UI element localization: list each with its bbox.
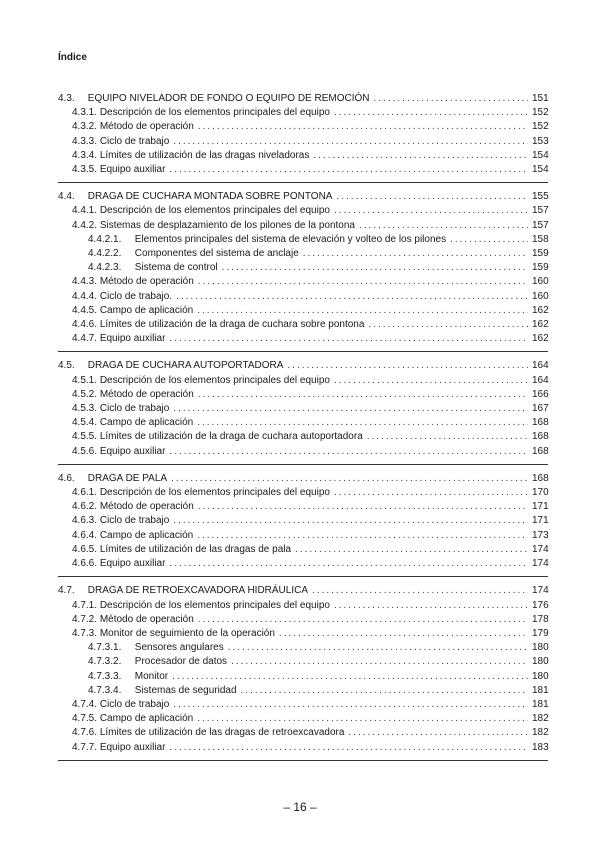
toc-entry-title [88, 247, 299, 261]
toc-entry-text: EQUIPO NIVELADOR DE FONDO O EQUIPO DE REMOCIÓN [87, 93, 370, 104]
toc-entry-number: 4.6.2. [72, 501, 98, 513]
toc-entry-title [72, 514, 169, 528]
toc-entry-number: 4.7.3.3. [88, 670, 122, 682]
toc-entry-text: Equipo auxiliar [99, 333, 166, 345]
toc-entry-page: 155 [532, 191, 549, 203]
toc-entry-page: 167 [532, 403, 549, 415]
toc-entry-page: 181 [532, 698, 549, 710]
dot-leader [231, 655, 528, 669]
toc-entry[interactable] [58, 388, 548, 402]
toc-entry-title [72, 290, 172, 304]
toc-entry-text: Límites de utilización de la draga de cuchara sobre pontona [99, 319, 365, 331]
toc-entry[interactable] [58, 741, 548, 755]
toc-entry-number: 4.4.3. [72, 276, 98, 288]
toc-entry[interactable] [58, 599, 548, 613]
toc-entry-text: Monitor [134, 670, 169, 682]
toc-entry-text: Equipo auxiliar [99, 164, 166, 176]
toc-entry-text: Campo de aplicación [99, 417, 194, 429]
dot-leader [348, 726, 528, 740]
dot-leader [334, 599, 528, 613]
dot-leader [169, 741, 528, 755]
dot-leader [334, 204, 528, 218]
toc-entry-number: 4.4.2. [72, 219, 98, 231]
toc-entry-page: 168 [532, 417, 549, 429]
toc-entry-page: 162 [532, 319, 549, 331]
toc-entry[interactable] [58, 275, 548, 289]
toc-entry-text: Descripción de los elementos principales del equipo [99, 107, 330, 119]
dot-leader [171, 472, 528, 486]
toc-entry-number: 4.4.5. [72, 304, 98, 316]
toc-entry-page: 164 [532, 374, 549, 386]
dot-leader [303, 247, 528, 261]
dot-leader [197, 712, 528, 726]
toc-entry-page: 162 [532, 333, 549, 345]
toc-entry-number: 4.5.3. [72, 403, 98, 415]
toc-entry-title [72, 430, 363, 444]
toc-entry-title [58, 92, 370, 106]
toc-entry-title [72, 543, 291, 557]
dot-leader [359, 219, 528, 233]
toc-entry-title [88, 684, 237, 698]
toc-entry-number: 4.4. [58, 191, 75, 203]
toc-entry-text: Límites de utilización de las dragas niveladoras [99, 149, 310, 161]
dot-leader [197, 416, 528, 430]
toc-entry-title [72, 557, 165, 571]
toc-entry[interactable] [58, 698, 548, 712]
toc-entry-title [72, 698, 169, 712]
toc-entry-title [72, 613, 194, 627]
toc-entry-page: 159 [532, 262, 549, 274]
toc-entry-title [88, 655, 227, 669]
toc-entry[interactable] [58, 233, 548, 247]
toc-entry[interactable] [58, 204, 548, 218]
dot-leader [198, 388, 528, 402]
dot-leader [169, 557, 528, 571]
dot-leader [279, 627, 528, 641]
toc-entry-number: 4.5.1. [72, 374, 98, 386]
toc-entry-title [58, 190, 332, 204]
toc-entry-title [72, 120, 194, 134]
toc-entry-text: Método de operación [99, 121, 194, 133]
dot-leader [176, 290, 528, 304]
dot-leader [173, 402, 528, 416]
toc-entry-title [72, 106, 330, 120]
toc-entry-number: 4.6.3. [72, 515, 98, 527]
dot-leader [222, 261, 528, 275]
dot-leader [198, 120, 528, 134]
toc-entry-page: 154 [532, 149, 549, 161]
toc-entry-page: 182 [532, 713, 549, 725]
toc-entry-title [58, 584, 308, 598]
toc-entry-number: 4.3.5. [72, 164, 98, 176]
table-of-contents [58, 92, 548, 768]
toc-entry-page: 157 [532, 205, 549, 217]
toc-entry-page: 173 [532, 529, 549, 541]
toc-entry-text: Monitor de seguimiento de la operación [99, 627, 275, 639]
toc-entry[interactable] [58, 149, 548, 163]
dot-leader [169, 163, 528, 177]
toc-entry[interactable] [58, 712, 548, 726]
toc-entry-text: DRAGA DE RETROEXCAVADORA HIDRÁULICA [87, 585, 309, 597]
toc-entry-text: Ciclo de trabajo [99, 403, 170, 415]
toc-entry[interactable] [58, 486, 548, 500]
toc-entry-text: Método de operación [99, 501, 194, 513]
toc-entry-number: 4.7. [58, 585, 75, 597]
toc-entry-page: 157 [532, 219, 549, 231]
dot-leader [334, 486, 528, 500]
toc-entry[interactable] [58, 290, 548, 304]
page-number: – 16 – [283, 800, 317, 814]
toc-entry[interactable] [58, 219, 548, 233]
toc-entry-number: 4.6.5. [72, 543, 98, 555]
toc-entry-title [72, 712, 193, 726]
toc-entry-page: 168 [532, 431, 549, 443]
toc-entry-number: 4.3.3. [72, 135, 98, 147]
toc-entry-text: Límites de utilización de las dragas de pala [99, 543, 292, 555]
toc-entry-text: Campo de aplicación [99, 529, 194, 541]
dot-leader [198, 275, 528, 289]
toc-entry-text: Procesador de datos [134, 656, 228, 668]
dot-leader [173, 514, 528, 528]
toc-entry-page: 162 [532, 304, 549, 316]
toc-entry[interactable] [58, 670, 548, 684]
toc-entry-page: 179 [532, 627, 549, 639]
toc-entry-page: 174 [532, 558, 549, 570]
toc-entry-title [72, 486, 330, 500]
dot-leader [374, 92, 529, 106]
toc-entry-title [58, 359, 283, 373]
dot-leader [313, 149, 528, 163]
toc-entry-title [88, 670, 168, 684]
toc-entry-title [72, 402, 169, 416]
toc-entry-number: 4.7.5. [72, 713, 98, 725]
toc-entry-page: 166 [532, 388, 549, 400]
toc-entry-page: 181 [532, 684, 549, 696]
toc-entry-page: 170 [532, 487, 549, 499]
toc-entry-text: DRAGA DE CUCHARA AUTOPORTADORA [87, 360, 284, 372]
toc-entry-title [72, 726, 344, 740]
toc-entry[interactable] [58, 726, 548, 740]
toc-entry-number: 4.7.3.4. [88, 684, 122, 696]
toc-entry-title [72, 416, 193, 430]
toc-entry-text: Descripción de los elementos principales del equipo [99, 205, 330, 217]
toc-entry-number: 4.4.4. [72, 290, 98, 302]
toc-entry-number: 4.5.6. [72, 445, 98, 457]
toc-entry-text: Ciclo de trabajo [99, 515, 170, 527]
toc-entry-title [88, 233, 446, 247]
toc-entry-page: 174 [532, 585, 549, 597]
toc-entry-number: 4.7.3. [72, 627, 98, 639]
toc-entry[interactable] [58, 374, 548, 388]
dot-leader [173, 698, 528, 712]
toc-section [58, 190, 548, 352]
toc-entry[interactable] [58, 584, 548, 598]
toc-entry-title [72, 135, 169, 149]
toc-entry-title [72, 388, 194, 402]
dot-leader [197, 529, 528, 543]
toc-entry[interactable] [58, 430, 548, 444]
toc-entry-text: Sistemas de seguridad [134, 684, 237, 696]
toc-entry-number: 4.4.6. [72, 319, 98, 331]
toc-entry-title [72, 599, 330, 613]
toc-entry-text: Ciclo de trabajo [99, 698, 170, 710]
toc-entry-number: 4.4.2.1. [88, 233, 122, 245]
toc-entry[interactable] [58, 557, 548, 571]
toc-entry[interactable] [58, 261, 548, 275]
dot-leader [336, 190, 528, 204]
toc-entry-page: 180 [532, 670, 549, 682]
toc-entry[interactable] [58, 641, 548, 655]
toc-entry[interactable] [58, 163, 548, 177]
toc-entry-text: Sistema de control [134, 262, 218, 274]
toc-entry[interactable] [58, 135, 548, 149]
toc-entry-number: 4.7.3.1. [88, 642, 122, 654]
toc-entry-page: 168 [532, 445, 549, 457]
toc-entry-title [72, 445, 165, 459]
dot-leader [312, 584, 528, 598]
toc-entry[interactable] [58, 332, 548, 346]
toc-entry[interactable] [58, 684, 548, 698]
toc-entry-page: 152 [532, 121, 549, 133]
toc-entry[interactable] [58, 514, 548, 528]
dot-leader [172, 670, 528, 684]
toc-entry-text: Sensores angulares [134, 642, 224, 654]
toc-entry-title [88, 641, 224, 655]
toc-entry-number: 4.7.2. [72, 613, 98, 625]
toc-entry[interactable] [58, 500, 548, 514]
toc-entry-number: 4.7.4. [72, 698, 98, 710]
toc-entry-text: Descripción de los elementos principales del equipo [99, 599, 330, 611]
toc-entry-text: Método de operación [99, 613, 194, 625]
toc-entry-title [72, 529, 193, 543]
toc-entry[interactable] [58, 247, 548, 261]
toc-entry-number: 4.5.4. [72, 417, 98, 429]
dot-leader [169, 445, 528, 459]
dot-leader [197, 304, 528, 318]
toc-entry-text: Campo de aplicación [99, 304, 194, 316]
toc-entry-title [72, 219, 355, 233]
toc-entry-text: Componentes del sistema de anclaje [134, 248, 299, 260]
dot-leader [334, 374, 528, 388]
toc-entry[interactable] [58, 472, 548, 486]
toc-entry-text: DRAGA DE CUCHARA MONTADA SOBRE PONTONA [87, 191, 333, 203]
toc-entry-page: 182 [532, 727, 549, 739]
toc-section [58, 92, 548, 183]
toc-entry-text: Límites de utilización de la draga de cuchara autoportadora [99, 431, 363, 443]
toc-entry-number: 4.3.4. [72, 149, 98, 161]
toc-entry-page: 180 [532, 642, 549, 654]
toc-entry-text: Descripción de los elementos principales del equipo [99, 374, 330, 386]
toc-entry-page: 159 [532, 248, 549, 260]
toc-entry-text: Campo de aplicación [99, 713, 194, 725]
toc-entry-title [72, 275, 194, 289]
toc-entry-page: 178 [532, 613, 549, 625]
toc-entry[interactable] [58, 655, 548, 669]
toc-entry-page: 164 [532, 360, 549, 372]
toc-entry-number: 4.7.6. [72, 727, 98, 739]
toc-entry[interactable] [58, 402, 548, 416]
dot-leader [241, 684, 528, 698]
toc-entry-number: 4.6.1. [72, 487, 98, 499]
toc-entry-number: 4.5. [58, 360, 75, 372]
toc-section [58, 359, 548, 464]
toc-entry-title [72, 741, 165, 755]
page-header: Índice [58, 52, 87, 63]
toc-entry-text: Sistemas de desplazamiento de los pilones de la pontona [99, 219, 355, 231]
toc-entry-page: 183 [532, 741, 549, 753]
toc-entry-text: Equipo auxiliar [99, 558, 166, 570]
toc-entry-text: Equipo auxiliar [99, 445, 166, 457]
toc-entry-number: 4.6. [58, 472, 75, 484]
toc-entry-title [72, 149, 309, 163]
toc-entry-page: 158 [532, 233, 549, 245]
toc-entry-page: 171 [532, 501, 549, 513]
toc-entry[interactable] [58, 416, 548, 430]
dot-leader [334, 106, 528, 120]
toc-entry-text: Elementos principales del sistema de elevación y volteo de los pilones [134, 233, 447, 245]
toc-entry[interactable] [58, 304, 548, 318]
toc-entry-page: 160 [532, 290, 549, 302]
toc-entry-number: 4.7.1. [72, 599, 98, 611]
toc-entry[interactable] [58, 190, 548, 204]
toc-section [58, 584, 548, 760]
toc-entry-text: Descripción de los elementos principales del equipo [99, 487, 330, 499]
dot-leader [169, 332, 528, 346]
toc-entry-page: 168 [532, 472, 549, 484]
toc-entry-text: DRAGA DE PALA [87, 472, 168, 484]
toc-entry[interactable] [58, 120, 548, 134]
toc-entry[interactable] [58, 92, 548, 106]
toc-entry-text: Ciclo de trabajo [99, 135, 170, 147]
toc-entry-text: Método de operación [99, 388, 194, 400]
toc-entry[interactable] [58, 613, 548, 627]
toc-entry-title [72, 204, 330, 218]
toc-entry-title [72, 304, 193, 318]
toc-entry-title [72, 318, 364, 332]
toc-entry-text: Límites de utilización de las dragas de retroexcavadora [99, 727, 345, 739]
toc-entry-number: 4.3.2. [72, 121, 98, 133]
toc-entry-title [72, 374, 330, 388]
toc-entry[interactable] [58, 543, 548, 557]
toc-entry-number: 4.4.2.3. [88, 262, 122, 274]
toc-entry[interactable] [58, 445, 548, 459]
dot-leader [173, 135, 528, 149]
toc-entry[interactable] [58, 318, 548, 332]
dot-leader [198, 500, 528, 514]
dot-leader [198, 613, 528, 627]
toc-entry-number: 4.3.1. [72, 107, 98, 119]
toc-entry[interactable] [58, 106, 548, 120]
dot-leader [228, 641, 528, 655]
toc-entry-number: 4.5.5. [72, 431, 98, 443]
toc-entry-page: 160 [532, 276, 549, 288]
toc-entry-page: 180 [532, 656, 549, 668]
toc-entry-page: 151 [532, 93, 549, 104]
toc-entry-number: 4.4.7. [72, 333, 98, 345]
toc-entry-number: 4.4.1. [72, 205, 98, 217]
toc-entry-page: 153 [532, 135, 549, 147]
toc-entry-page: 174 [532, 543, 549, 555]
toc-entry-title [88, 261, 218, 275]
toc-entry-title [72, 332, 165, 346]
toc-entry-text: Método de operación [99, 276, 194, 288]
toc-entry-page: 176 [532, 599, 549, 611]
toc-entry-number: 4.4.2.2. [88, 248, 122, 260]
dot-leader [295, 543, 528, 557]
toc-section [58, 472, 548, 577]
dot-leader [450, 233, 528, 247]
toc-entry-number: 4.3. [58, 93, 75, 104]
dot-leader [368, 318, 528, 332]
toc-entry-page: 154 [532, 164, 549, 176]
toc-entry-number: 4.7.3.2. [88, 656, 122, 668]
toc-entry-title [72, 500, 194, 514]
toc-entry-title [72, 163, 165, 177]
toc-entry-number: 4.6.4. [72, 529, 98, 541]
toc-entry-page: 152 [532, 107, 549, 119]
toc-entry-number: 4.6.6. [72, 558, 98, 570]
toc-entry-number: 4.7.7. [72, 741, 98, 753]
toc-entry-text: Ciclo de trabajo. [99, 290, 173, 302]
toc-entry-title [72, 627, 275, 641]
toc-entry[interactable] [58, 359, 548, 373]
toc-entry-text: Equipo auxiliar [99, 741, 166, 753]
toc-entry-title [58, 472, 167, 486]
toc-entry[interactable] [58, 627, 548, 641]
toc-entry-number: 4.5.2. [72, 388, 98, 400]
dot-leader [367, 430, 528, 444]
dot-leader [287, 359, 528, 373]
toc-entry-page: 171 [532, 515, 549, 527]
toc-entry[interactable] [58, 529, 548, 543]
